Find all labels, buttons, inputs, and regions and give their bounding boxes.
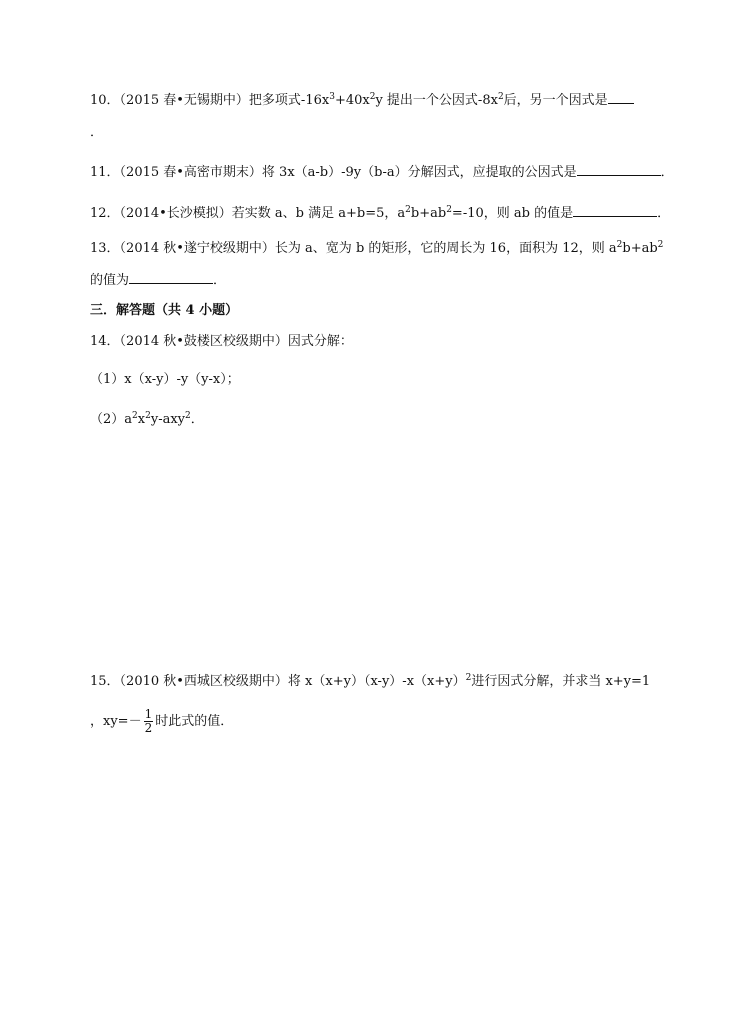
question-15	[90, 673, 651, 691]
q10-text-end: 后，另一个因式是	[503, 93, 608, 108]
q10-period: ．	[90, 125, 104, 140]
section-heading: 三．解答题（共 4 小题）	[90, 303, 239, 318]
q13-text: b+ab	[622, 241, 658, 256]
q11-answer-blank	[577, 162, 661, 176]
q13-exponent: 2	[616, 240, 623, 250]
question-14-part-2	[90, 411, 647, 429]
q14-part2-period: ．	[190, 412, 204, 427]
q12-exponent: 2	[446, 205, 452, 215]
q13-answer-blank	[129, 270, 213, 284]
q14-exponent: 2	[132, 411, 138, 421]
q12-answer-blank	[573, 203, 657, 217]
q15-text-start: 15．（2010 秋•西城区校级期中）将 x（x+y）（x-y）-x（x+y）	[90, 674, 466, 689]
q12-text-end: =-10，则 ab 的值是	[451, 206, 574, 221]
q12-text: b+ab	[410, 206, 447, 221]
q11-period: ．	[660, 165, 674, 180]
question-14-part-1	[90, 371, 647, 389]
q10-text: +40x	[334, 93, 370, 108]
q13-text-line2: 的值为	[90, 273, 130, 288]
q14-text: 14．（2014 秋•鼓楼区校级期中）因式分解：	[90, 334, 353, 349]
q12-exponent: 2	[405, 205, 411, 215]
fraction-denominator: 2	[144, 721, 153, 735]
q14-exponent: 2	[145, 411, 151, 421]
question-12	[90, 203, 671, 223]
question-10	[90, 90, 647, 110]
q10-answer-blank	[608, 90, 634, 104]
q12-period: ．	[657, 206, 671, 221]
q14-part2-text: y-axy	[150, 412, 186, 427]
q10-exponent: 2	[369, 92, 376, 102]
q13-text-start: 13．（2014 秋•遂宁校级期中）长为 a、宽为 b 的矩形，它的周长为 16，面积为 12，则 a	[90, 241, 617, 256]
question-13	[90, 240, 664, 258]
q10-text-start: 10．（2015 春•无锡期中）把多项式-16x	[90, 93, 330, 108]
q11-text: 11．（2015 春•高密市期末）将 3x（a-b）-9y（b-a）分解因式，应提取的公因式是	[90, 165, 577, 180]
q14-part2-text: x	[137, 412, 146, 427]
question-15-continuation	[90, 708, 647, 735]
q15-exponent: 2	[465, 673, 472, 683]
q13-period: ．	[213, 273, 227, 288]
fraction-one-half	[144, 708, 154, 735]
q10-exponent: 3	[329, 92, 335, 102]
q14-part1-text: （1）x（x-y）-y（y-x）；	[90, 372, 240, 387]
q14-exponent: 2	[185, 411, 191, 421]
question-13-continuation	[90, 270, 647, 290]
q10-exponent: 2	[497, 92, 504, 102]
question-11	[90, 162, 674, 182]
q14-part2-text: （2）a	[90, 412, 133, 427]
q12-text-start: 12．（2014•长沙模拟）若实数 a、b 满足 a+b=5，a	[90, 206, 406, 221]
q10-text: y 提出一个公因式-8x	[375, 93, 498, 108]
question-14	[90, 333, 647, 351]
q15-line2-text-end: 时此式的值．	[155, 714, 234, 729]
question-10-continuation	[90, 124, 647, 142]
q13-exponent: 2	[657, 240, 664, 250]
q15-line2-text: ，xy=－	[90, 714, 142, 729]
q15-text-end: 进行因式分解，并求当 x+y=1	[471, 674, 651, 689]
fraction-numerator: 1	[144, 707, 153, 721]
